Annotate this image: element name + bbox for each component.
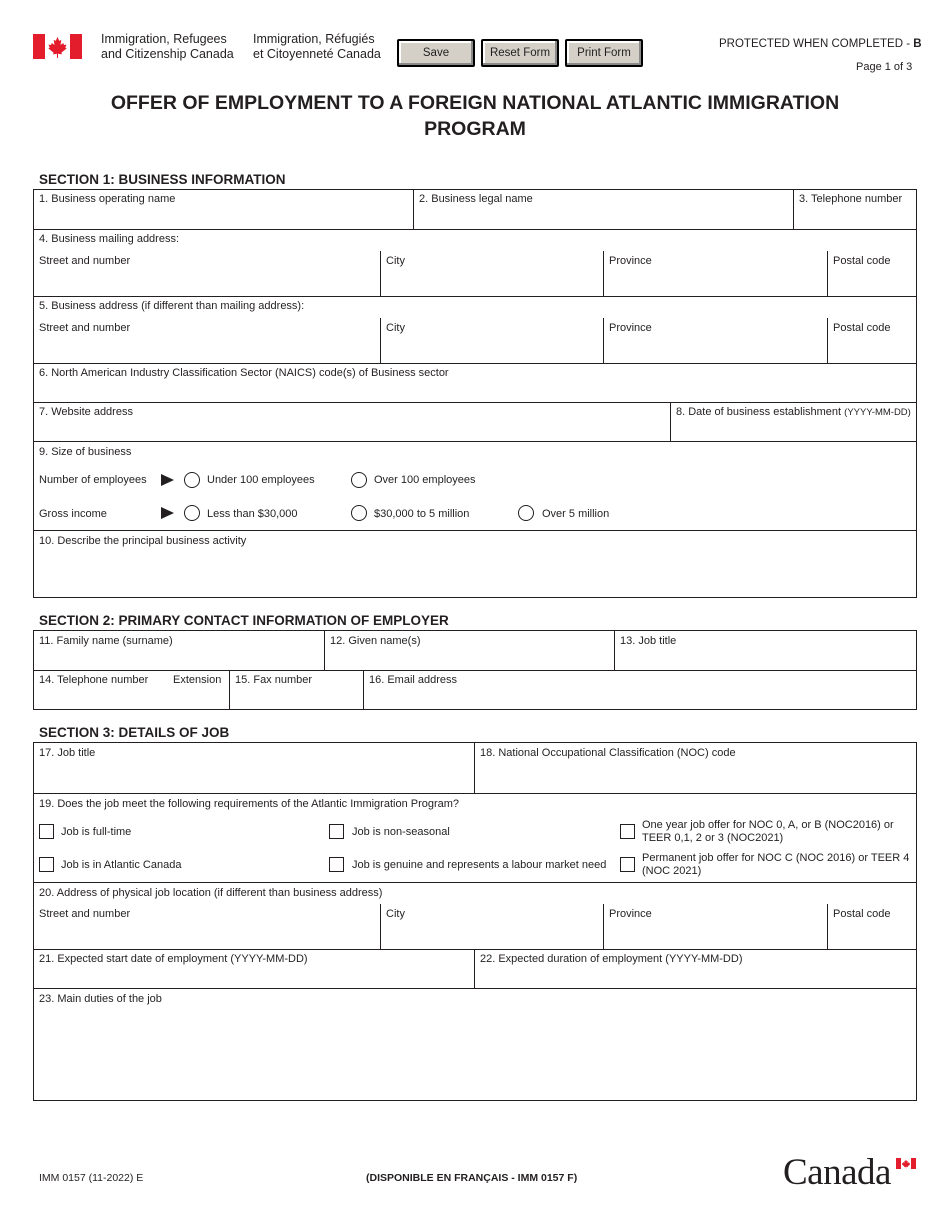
start-date-field[interactable]: 21. Expected start date of employment (YYYY-MM-DD): [39, 953, 308, 965]
canada-wordmark-logo: [783, 1153, 919, 1193]
permanent-offer-checkbox[interactable]: [620, 857, 635, 872]
section2-heading: SECTION 2: PRIMARY CONTACT INFORMATION OF EMPLOYER: [39, 613, 449, 628]
telephone-extension-field[interactable]: Extension: [173, 674, 222, 686]
protected-label: PROTECTED WHEN COMPLETED -: [719, 38, 914, 50]
protected-level: B: [913, 38, 922, 50]
section3-heading: SECTION 3: DETAILS OF JOB: [39, 725, 230, 740]
page-title-line2: PROGRAM: [424, 118, 526, 140]
department-name-en-line1: Immigration, Refugees: [101, 32, 227, 46]
business-postal-code-field[interactable]: Postal code: [833, 322, 891, 334]
website-address-field[interactable]: 7. Website address: [39, 406, 133, 418]
mailing-street-field[interactable]: Street and number: [39, 255, 131, 267]
job-street-field[interactable]: Street and number: [39, 908, 131, 920]
business-legal-name-field[interactable]: 2. Business legal name: [419, 193, 533, 205]
department-name-fr-line1: Immigration, Réfugiés: [253, 32, 375, 46]
pointer-arrow-icon: [161, 474, 174, 486]
protected-status: [719, 38, 922, 51]
gross-income-label: Gross income: [39, 508, 107, 520]
income-30000-to-5-million-label: $30,000 to 5 million: [374, 508, 470, 520]
business-telephone-field[interactable]: 3. Telephone number: [799, 193, 903, 205]
non-seasonal-checkbox[interactable]: [329, 824, 344, 839]
permanent-offer-label: Permanent job offer for NOC C (NOC 2016) or TEER 4 (NOC 2021): [642, 852, 910, 877]
establishment-date-label: 8. Date of business establishment: [676, 406, 842, 418]
mailing-address-label: 4. Business mailing address:: [39, 233, 180, 245]
one-year-offer-label: One year job offer for NOC 0, A, or B (NOC2016) or TEER 0,1, 2 or 3 (NOC2021): [642, 819, 894, 844]
non-seasonal-label: Job is non-seasonal: [352, 826, 450, 838]
contact-job-title-field[interactable]: 13. Job title: [620, 635, 677, 647]
page-title: [40, 90, 910, 142]
full-time-label: Job is full-time: [61, 826, 132, 838]
reset-form-button[interactable]: Reset Form: [481, 39, 559, 67]
page-title-line1: OFFER OF EMPLOYMENT TO A FOREIGN NATIONAL ATLANTIC IMMIGRATION: [110, 92, 840, 114]
french-availability-note: (DISPONIBLE EN FRANÇAIS - IMM 0157 F): [366, 1172, 578, 1184]
canada-wordmark-text: Canada: [783, 1152, 891, 1193]
income-over-5-million-label: Over 5 million: [542, 508, 610, 520]
business-province-field[interactable]: Province: [609, 322, 652, 334]
genuine-job-label: Job is genuine and represents a labour market need: [352, 859, 607, 871]
email-address-field[interactable]: 16. Email address: [369, 674, 458, 686]
page-number: Page 1 of 3: [856, 61, 913, 73]
family-name-field[interactable]: 11. Family name (surname): [39, 635, 173, 647]
business-street-field[interactable]: Street and number: [39, 322, 131, 334]
business-establishment-date-field[interactable]: [676, 406, 911, 419]
atlantic-canada-label: Job is in Atlantic Canada: [61, 859, 182, 871]
atlantic-canada-checkbox[interactable]: [39, 857, 54, 872]
over-100-employees-radio[interactable]: [351, 472, 367, 488]
job-location-label: 20. Address of physical job location (if different than business address): [39, 887, 383, 899]
naics-code-field[interactable]: 6. North American Industry Classification Sector (NAICS) code(s) of Business sector: [39, 367, 449, 379]
employment-duration-field[interactable]: 22. Expected duration of employment (YYYY-MM-DD): [480, 953, 743, 965]
income-less-than-30000-label: Less than $30,000: [207, 508, 298, 520]
contact-telephone-field[interactable]: 14. Telephone number: [39, 674, 149, 686]
mailing-city-field[interactable]: City: [386, 255, 405, 267]
establishment-date-format: (YYYY-MM-DD): [844, 407, 911, 418]
section1-heading: SECTION 1: BUSINESS INFORMATION: [39, 172, 286, 187]
pointer-arrow-icon: [161, 507, 174, 519]
section3-table: [33, 742, 917, 1101]
job-province-field[interactable]: Province: [609, 908, 652, 920]
job-title-field[interactable]: 17. Job title: [39, 747, 96, 759]
business-size-label: 9. Size of business: [39, 446, 132, 458]
under-100-employees-radio[interactable]: [184, 472, 200, 488]
income-over-5-million-radio[interactable]: [518, 505, 534, 521]
business-operating-name-field[interactable]: 1. Business operating name: [39, 193, 176, 205]
wordmark-flag-icon: [896, 1158, 916, 1169]
job-postal-code-field[interactable]: Postal code: [833, 908, 891, 920]
print-form-button[interactable]: Print Form: [565, 39, 643, 67]
income-less-than-30000-radio[interactable]: [184, 505, 200, 521]
aip-requirements-label: 19. Does the job meet the following requirements of the Atlantic Immigration Program?: [39, 798, 460, 810]
form-number: IMM 0157 (11-2022) E: [39, 1172, 144, 1184]
income-30000-to-5-million-radio[interactable]: [351, 505, 367, 521]
department-name-en-line2: and Citizenship Canada: [101, 47, 234, 61]
save-button[interactable]: Save: [397, 39, 475, 67]
department-name-fr-line2: et Citoyenneté Canada: [253, 47, 381, 61]
full-time-checkbox[interactable]: [39, 824, 54, 839]
business-city-field[interactable]: City: [386, 322, 405, 334]
over-100-employees-label: Over 100 employees: [374, 474, 476, 486]
job-city-field[interactable]: City: [386, 908, 405, 920]
business-address-label: 5. Business address (if different than mailing address):: [39, 300, 305, 312]
number-of-employees-label: Number of employees: [39, 474, 147, 486]
noc-code-field[interactable]: 18. National Occupational Classification (NOC) code: [480, 747, 736, 759]
canada-flag-logo: [33, 34, 82, 59]
one-year-offer-checkbox[interactable]: [620, 824, 635, 839]
mailing-province-field[interactable]: Province: [609, 255, 652, 267]
principal-business-activity-field[interactable]: 10. Describe the principal business activity: [39, 535, 247, 547]
genuine-job-checkbox[interactable]: [329, 857, 344, 872]
mailing-postal-code-field[interactable]: Postal code: [833, 255, 891, 267]
under-100-employees-label: Under 100 employees: [207, 474, 315, 486]
given-names-field[interactable]: 12. Given name(s): [330, 635, 421, 647]
fax-number-field[interactable]: 15. Fax number: [235, 674, 313, 686]
main-duties-field[interactable]: 23. Main duties of the job: [39, 993, 162, 1005]
